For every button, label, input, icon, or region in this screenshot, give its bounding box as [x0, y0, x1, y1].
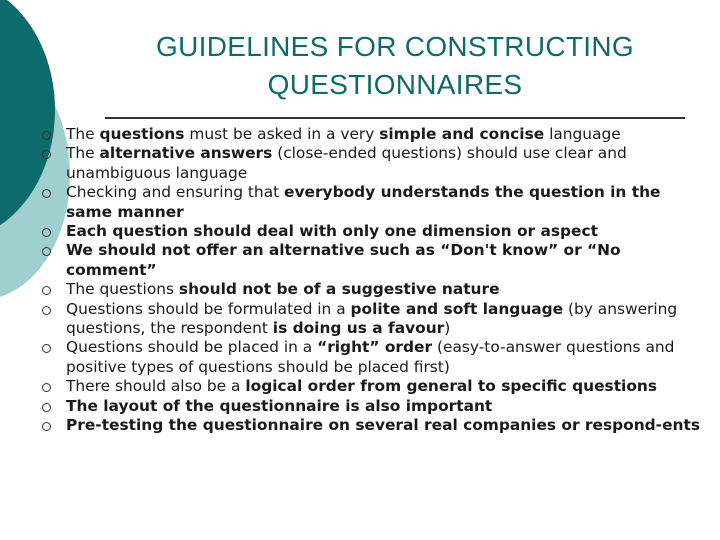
guideline-text-bold: questions	[99, 125, 185, 143]
guideline-text-bold: everybody understands the question in the same manner	[66, 183, 661, 221]
guideline-text: The	[66, 125, 100, 143]
slide-title-line-2: QUESTIONNAIRES	[267, 69, 523, 100]
guideline-item	[40, 222, 700, 241]
bullet-icon	[42, 403, 51, 412]
slide-title	[110, 28, 680, 104]
guideline-item	[40, 338, 700, 377]
guideline-text-bold: should not be of a suggestive nature	[178, 280, 500, 299]
guideline-item	[40, 144, 700, 183]
guideline-item	[40, 377, 700, 396]
bullet-icon	[42, 306, 51, 315]
guideline-text-bold: polite and soft language	[350, 299, 564, 318]
guideline-text-bold: “right” order	[317, 338, 433, 357]
bullet-icon	[42, 422, 51, 431]
slide-title-line-1: GUIDELINES FOR CONSTRUCTING	[156, 31, 634, 62]
guideline-item	[40, 125, 700, 144]
guideline-item	[40, 183, 700, 222]
guideline-text-bold: alternative answers	[99, 144, 273, 163]
guideline-text-bold: logical order from general to specific questions	[245, 377, 658, 396]
guideline-text: There should also be a	[66, 377, 246, 396]
bullet-icon	[42, 247, 51, 256]
guideline-item	[40, 280, 700, 299]
bullet-icon	[42, 383, 51, 392]
bullet-icon	[42, 286, 51, 295]
guideline-text: The	[66, 144, 100, 163]
guideline-text: Questions should be formulated in a	[66, 299, 351, 318]
guideline-text-bold: The layout of the questionnaire is also important	[66, 396, 493, 415]
guideline-text-bold: We should not offer an alternative such as “Don't know” or “No comment”	[66, 241, 621, 279]
guideline-item	[40, 416, 700, 435]
guideline-text: Questions should be placed in a	[66, 338, 318, 357]
guideline-text: must be asked in a very	[184, 125, 380, 143]
guideline-list	[40, 125, 700, 436]
bullet-icon	[42, 189, 51, 198]
bullet-icon	[42, 131, 51, 140]
guideline-item	[40, 397, 700, 416]
guideline-text: The questions	[66, 280, 179, 299]
title-divider	[105, 117, 685, 119]
guideline-text: (by answering questions, the respondent	[66, 299, 678, 338]
guideline-text: language	[544, 125, 621, 143]
guideline-text: (easy-to-answer questions and positive types of questions should be placed first)	[66, 338, 675, 376]
guideline-item	[40, 241, 700, 280]
guideline-item	[40, 300, 700, 339]
guideline-text: )	[444, 319, 451, 338]
bullet-icon	[42, 150, 51, 159]
bullet-icon	[42, 344, 51, 353]
guideline-text-bold: Pre-testing the questionnaire on several real companies or respond-ents	[66, 416, 700, 435]
bullet-icon	[42, 228, 51, 237]
guideline-text-bold: is doing us a favour	[272, 319, 445, 338]
guideline-text: (close-ended questions) should use clear and unambiguous language	[66, 144, 627, 182]
guideline-text-bold: Each question should deal with only one dimension or aspect	[66, 222, 598, 241]
guideline-text-bold: simple and concise	[379, 125, 545, 143]
guideline-text: Checking and ensuring that	[66, 183, 285, 202]
